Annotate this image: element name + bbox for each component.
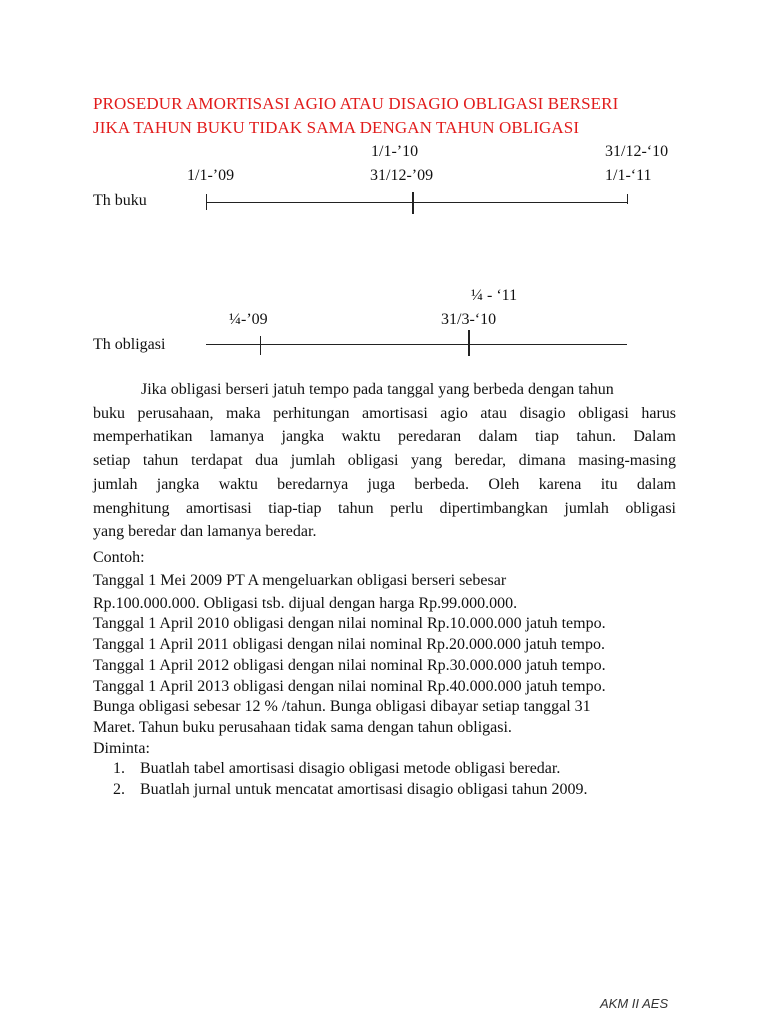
paragraph-line: yang beredar dan lamanya beredar. xyxy=(93,523,317,541)
example-heading: Contoh: xyxy=(93,549,145,566)
example-line: Tanggal 1 Mei 2009 PT A mengeluarkan obligasi berseri sebesar xyxy=(93,572,507,589)
example-line: Rp.100.000.000. Obligasi tsb. dijual dengan harga Rp.99.000.000. xyxy=(93,595,518,612)
timeline-obligasi-tick-start xyxy=(260,336,261,355)
timeline-buku-mid-top-date: 1/1-’10 xyxy=(371,143,419,160)
timeline-obligasi-mid-bottom-date: 31/3-‘10 xyxy=(441,311,497,328)
timeline-obligasi-start-date: ¼-’09 xyxy=(229,311,268,328)
example-line: Tanggal 1 April 2011 obligasi dengan nilai nominal Rp.20.000.000 jatuh tempo. xyxy=(93,636,605,653)
timeline-buku-end-top-date: 31/12-‘10 xyxy=(605,143,669,160)
timeline-obligasi-label: Th obligasi xyxy=(93,336,166,353)
paragraph-line: menghitung amortisasi tiap-tiap tahun perlu dipertimbangkan jumlah obligasi xyxy=(93,499,676,517)
example-line: Maret. Tahun buku perusahaan tidak sama dengan tahun obligasi. xyxy=(93,719,512,736)
timeline-buku-start-date: 1/1-’09 xyxy=(187,167,235,184)
example-line: Bunga obligasi sebesar 12 % /tahun. Bunga obligasi dibayar setiap tanggal 31 xyxy=(93,698,591,715)
timeline-buku-end-bottom-date: 1/1-‘11 xyxy=(605,167,652,184)
page-title-line-2: JIKA TAHUN BUKU TIDAK SAMA DENGAN TAHUN OBLIGASI xyxy=(93,118,580,137)
timeline-buku-tick-start xyxy=(206,194,207,210)
requested-item-2 xyxy=(113,781,587,799)
example-line: Tanggal 1 April 2010 obligasi dengan nilai nominal Rp.10.000.000 jatuh tempo. xyxy=(93,615,606,632)
example-line: Tanggal 1 April 2012 obligasi dengan nilai nominal Rp.30.000.000 jatuh tempo. xyxy=(93,657,606,674)
timeline-obligasi-tick-mid xyxy=(468,330,470,356)
explanation-paragraph xyxy=(93,378,676,544)
paragraph-line: Jika obligasi berseri jatuh tempo pada tanggal yang berbeda dengan tahun xyxy=(141,381,614,398)
timeline-buku-tick-end xyxy=(627,194,628,204)
list-number: 1. xyxy=(113,760,125,777)
timeline-buku-label: Th buku xyxy=(93,192,147,209)
timeline-buku-tick-mid xyxy=(412,192,414,214)
timeline-buku-mid-bottom-date: 31/12-’09 xyxy=(370,167,434,184)
paragraph-line: setiap tahun terdapat dua jumlah obligasi yang beredar, dimana masing-masing xyxy=(93,452,676,470)
requested-heading: Diminta: xyxy=(93,740,150,757)
list-number: 2. xyxy=(113,781,125,798)
paragraph-line: memperhatikan lamanya jangka waktu peredaran dalam tiap tahun. Dalam xyxy=(93,428,676,446)
list-text: Buatlah tabel amortisasi disagio obligasi metode obligasi beredar. xyxy=(140,760,561,777)
requested-item-1 xyxy=(113,760,560,778)
paragraph-line: jumlah jangka waktu beredarnya juga berbeda. Oleh karena itu dalam xyxy=(93,475,676,493)
footer-text: AKM II AES xyxy=(600,996,669,1011)
timeline-obligasi-mid-top-date: ¼ - ‘11 xyxy=(471,287,518,304)
example-line: Tanggal 1 April 2013 obligasi dengan nilai nominal Rp.40.000.000 jatuh tempo. xyxy=(93,678,606,695)
timeline-buku-axis xyxy=(206,202,628,203)
timeline-obligasi-axis xyxy=(206,344,627,345)
page-title-line-1: PROSEDUR AMORTISASI AGIO ATAU DISAGIO OBLIGASI BERSERI xyxy=(93,94,619,113)
list-text: Buatlah jurnal untuk mencatat amortisasi disagio obligasi tahun 2009. xyxy=(140,781,588,798)
paragraph-line: buku perusahaan, maka perhitungan amortisasi agio atau disagio obligasi harus xyxy=(93,404,676,422)
